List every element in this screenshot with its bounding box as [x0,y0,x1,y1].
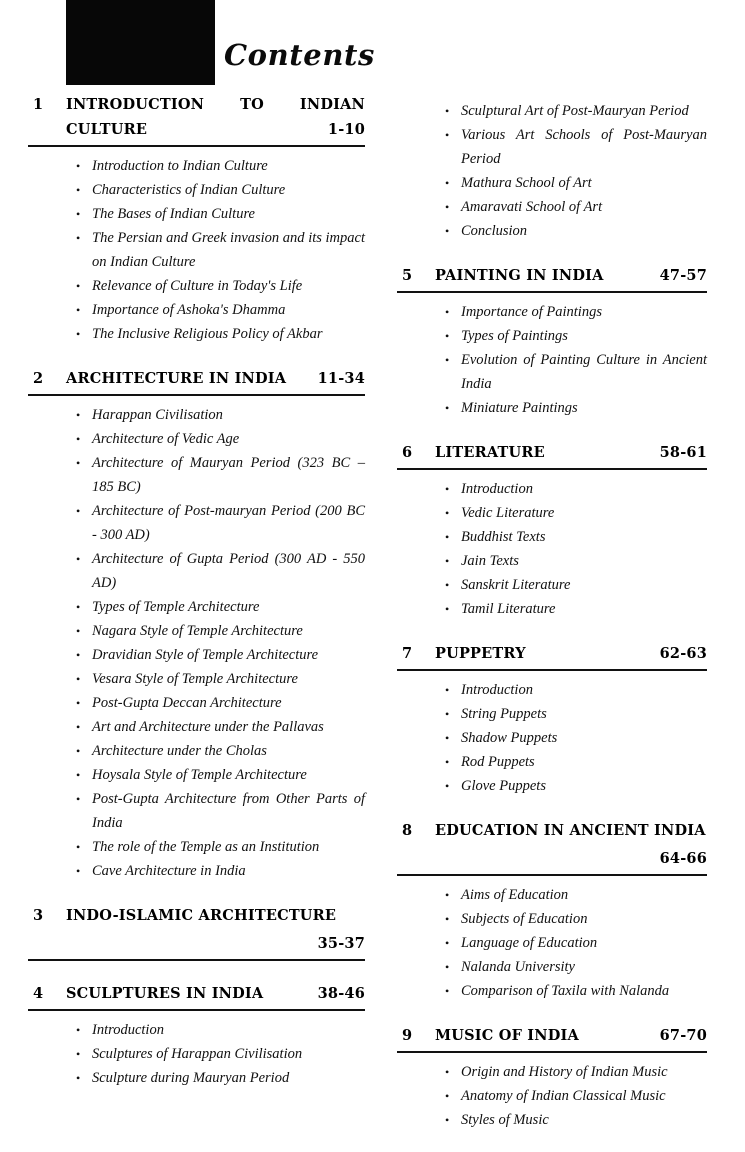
topic-item[interactable]: • Nagara Style of Temple Architecture [76,619,365,643]
toc-chapter [397,1023,707,1132]
chapter-spacer [397,243,707,263]
chapter-divider-rule [397,1051,707,1053]
chapter-heading[interactable] [28,92,365,144]
topic-item[interactable]: • Introduction [76,1018,365,1042]
topic-list [397,1060,707,1132]
topic-item[interactable]: • Introduction to Indian Culture [76,154,365,178]
toc-chapter [397,818,707,1003]
topic-item[interactable]: • Relevance of Culture in Today's Life [76,274,365,298]
contents-column-left [28,92,365,1110]
topic-item[interactable]: • Hoysala Style of Temple Architecture [76,763,365,787]
toc-chapter [397,641,707,798]
topic-item[interactable]: • Vedic Literature [445,501,707,525]
chapter-title-row [435,440,707,465]
toc-chapter [28,981,365,1090]
topic-item[interactable]: • Language of Education [445,931,707,955]
topic-list [28,1018,365,1090]
toc-chapter [397,263,707,420]
chapter-divider-rule [28,394,365,396]
topic-item[interactable]: • Miniature Paintings [445,396,707,420]
chapter-heading[interactable] [397,1023,707,1050]
topic-list [397,477,707,621]
chapter-page-range: 62-63 [659,645,707,662]
topic-item[interactable]: • Vesara Style of Temple Architecture [76,667,365,691]
topic-item[interactable]: • Types of Paintings [445,324,707,348]
topic-item[interactable]: • Tamil Literature [445,597,707,621]
topic-item[interactable]: • Introduction [445,678,707,702]
toc-chapter [397,440,707,621]
chapter-title-row [435,818,707,871]
topic-item[interactable]: • Harappan Civilisation [76,403,365,427]
chapter-title-row [435,641,707,666]
topic-list [397,883,707,1003]
chapter-number: 4 [33,985,44,1002]
topic-item[interactable]: • Art and Architecture under the Pallavas [76,715,365,739]
chapter-heading[interactable] [28,366,365,393]
topic-item[interactable]: • Jain Texts [445,549,707,573]
topic-item[interactable]: • Post-Gupta Architecture from Other Parts of India [76,787,365,835]
chapter-title: PUPPETRY [435,645,526,662]
chapter-title: MUSIC OF INDIA [435,1027,579,1044]
chapter-title-row [66,92,365,142]
chapter-divider-rule [397,291,707,293]
topic-item[interactable]: • Conclusion [445,219,707,243]
topic-item[interactable]: • Introduction [445,477,707,501]
topic-item[interactable]: • Anatomy of Indian Classical Music [445,1084,707,1108]
chapter-heading[interactable] [397,641,707,668]
topic-list [397,678,707,798]
chapter-title-row [66,903,365,956]
chapter-number: 6 [402,444,413,461]
chapter-spacer [397,621,707,641]
topic-item[interactable]: • Shadow Puppets [445,726,707,750]
chapter-number: 3 [33,907,44,924]
chapter-page-range: 11-34 [317,370,365,387]
chapter-title: SCULPTURES IN INDIA [66,985,264,1002]
decorative-black-block [66,0,215,85]
toc-chapter [28,92,365,346]
topic-item[interactable]: • Characteristics of Indian Culture [76,178,365,202]
topic-item[interactable]: • Architecture under the Cholas [76,739,365,763]
chapter-spacer [28,961,365,981]
chapter-title: PAINTING IN INDIA [435,267,604,284]
chapter-page-range: 64-66 [659,850,707,867]
topic-list [28,403,365,883]
chapter-spacer [28,346,365,366]
topic-item[interactable]: • Architecture of Post-mauryan Period (200 BC - 300 AD) [76,499,365,547]
chapter-title: LITERATURE [435,444,545,461]
topic-item[interactable]: • Post-Gupta Deccan Architecture [76,691,365,715]
topic-item[interactable]: • Types of Temple Architecture [76,595,365,619]
topic-item[interactable]: • Cave Architecture in India [76,859,365,883]
topic-item[interactable]: • Amaravati School of Art [445,195,707,219]
chapter-title-row [66,366,365,391]
topic-item[interactable]: • Rod Puppets [445,750,707,774]
chapter-spacer [397,1132,707,1152]
topic-list [397,99,707,243]
chapter-title-row [66,981,365,1006]
chapter-number: 7 [402,645,413,662]
chapter-heading[interactable] [397,818,707,873]
topic-item[interactable]: • Glove Puppets [445,774,707,798]
topic-item[interactable]: • Aims of Education [445,883,707,907]
topic-item[interactable]: • Sculpture during Mauryan Period [76,1066,365,1090]
topic-item[interactable]: • Importance of Paintings [445,300,707,324]
topic-item[interactable]: • Comparison of Taxila with Nalanda [445,979,707,1003]
topic-item[interactable]: • Origin and History of Indian Music [445,1060,707,1084]
chapter-page-range: 38-46 [317,985,365,1002]
topic-item[interactable]: • Dravidian Style of Temple Architecture [76,643,365,667]
chapter-spacer [397,798,707,818]
chapter-heading[interactable] [28,903,365,958]
chapter-number: 1 [33,96,44,113]
topic-item[interactable]: • Mathura School of Art [445,171,707,195]
topic-item[interactable]: • String Puppets [445,702,707,726]
chapter-spacer [28,883,365,903]
topic-item[interactable]: • Evolution of Painting Culture in Ancient India [445,348,707,396]
topic-item[interactable]: • Nalanda University [445,955,707,979]
topic-item[interactable]: • Architecture of Gupta Period (300 AD - 550 AD) [76,547,365,595]
topic-item[interactable]: • Various Art Schools of Post-Mauryan Period [445,123,707,171]
topic-item[interactable]: • The Inclusive Religious Policy of Akbar [76,322,365,346]
contents-column-right [397,92,707,1152]
topic-item[interactable]: • Architecture of Mauryan Period (323 BC – 185 BC) [76,451,365,499]
chapter-page-range: 1-10 [327,121,365,138]
topic-item[interactable]: • Architecture of Vedic Age [76,427,365,451]
chapter-heading[interactable] [397,440,707,467]
chapter-page-range: 47-57 [659,267,707,284]
chapter-title: INTRODUCTION TO INDIAN CULTURE [66,96,365,138]
chapter-divider-rule [28,145,365,147]
chapter-page-range: 35-37 [317,935,365,952]
topic-list [397,300,707,420]
chapter-divider-rule [397,874,707,876]
chapter-divider-rule [28,959,365,961]
topic-item[interactable]: • Sanskrit Literature [445,573,707,597]
chapter-divider-rule [397,669,707,671]
chapter-title: INDO-ISLAMIC ARCHITECTURE [66,907,337,924]
chapter-divider-rule [28,1009,365,1011]
toc-chapter [28,366,365,883]
chapter-page-range: 67-70 [659,1027,707,1044]
topic-item[interactable]: • Buddhist Texts [445,525,707,549]
chapter-heading[interactable] [28,981,365,1008]
chapter-divider-rule [397,468,707,470]
masthead [0,0,745,92]
topic-item[interactable]: • The role of the Temple as an Institution [76,835,365,859]
toc-chapter [28,903,365,961]
topic-item[interactable]: • Sculptural Art of Post-Mauryan Period [445,99,707,123]
topic-item[interactable]: • The Bases of Indian Culture [76,202,365,226]
topic-list [28,154,365,346]
topic-item[interactable]: • Subjects of Education [445,907,707,931]
chapter-title: ARCHITECTURE IN INDIA [66,370,287,387]
chapter-number: 8 [402,822,413,839]
chapter-number: 2 [33,370,44,387]
chapter-number: 5 [402,267,413,284]
chapter-title-row [435,263,707,288]
topic-item[interactable]: • Importance of Ashoka's Dhamma [76,298,365,322]
chapter-page-range: 58-61 [659,444,707,461]
page-title: Contents [224,38,375,72]
chapter-number: 9 [402,1027,413,1044]
chapter-spacer [397,1003,707,1023]
topic-item[interactable]: • Styles of Music [445,1108,707,1132]
topic-item[interactable]: • The Persian and Greek invasion and its impact on Indian Culture [76,226,365,274]
chapter-title: EDUCATION IN ANCIENT INDIA [435,822,706,839]
topic-item[interactable]: • Sculptures of Harappan Civilisation [76,1042,365,1066]
chapter-heading[interactable] [397,263,707,290]
chapter-title-row [435,1023,707,1048]
chapter-spacer [397,420,707,440]
chapter-spacer [28,1090,365,1110]
toc-chapter [397,99,707,243]
